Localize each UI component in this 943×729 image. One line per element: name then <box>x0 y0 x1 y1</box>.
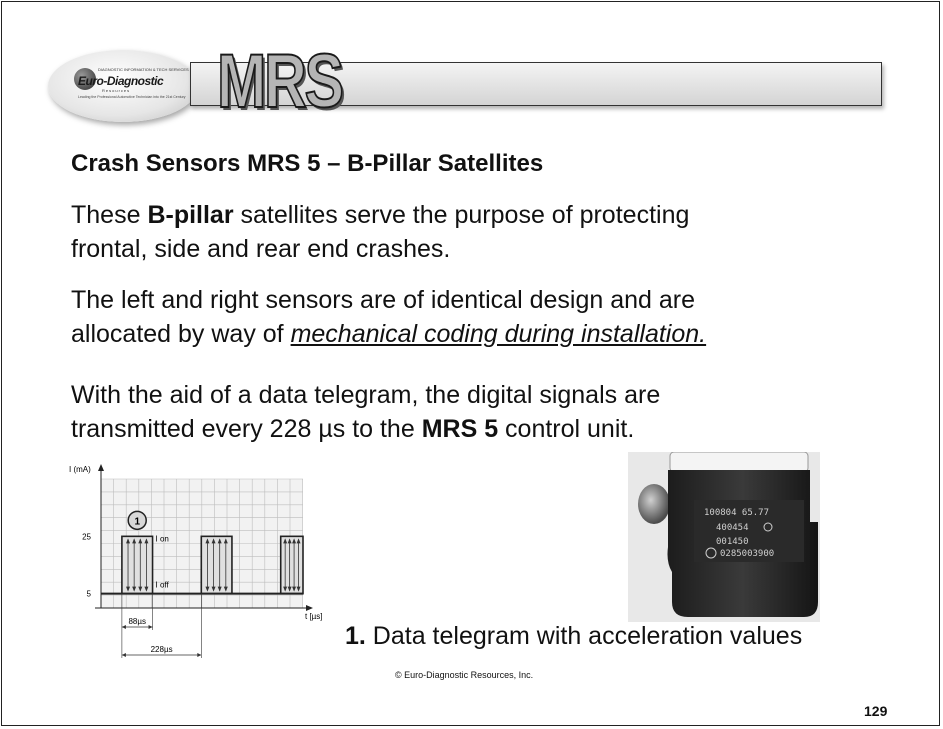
x-axis-label: t [µs] <box>305 612 323 621</box>
caption-number: 1. <box>345 622 366 650</box>
dimension-arrowhead <box>149 625 153 629</box>
dimension-arrowhead <box>122 625 126 629</box>
paragraph-1 <box>71 198 689 266</box>
paragraph-2 <box>71 283 706 351</box>
sensor-cap <box>670 452 808 472</box>
y-axis-arrow <box>98 464 104 471</box>
photo-code-3: 001450 <box>716 537 749 547</box>
figure-caption <box>345 622 802 651</box>
page-number: 129 <box>864 703 888 719</box>
paragraph-3 <box>71 378 660 446</box>
sensor-photo <box>628 452 820 622</box>
logo-brand: Euro-Diagnostic <box>78 74 164 88</box>
copyright-text: © Euro-Diagnostic Resources, Inc. <box>395 670 534 680</box>
dimension-arrowhead <box>197 653 201 657</box>
p3-text-a: transmitted every 228 µs to the <box>71 415 422 443</box>
dimension-arrowhead <box>122 653 126 657</box>
photo-code-1: 100804 65.77 <box>704 508 770 518</box>
company-logo <box>48 50 198 122</box>
p2-text-a: allocated by way of <box>71 320 291 348</box>
photo-code-2: 400454 <box>716 523 749 533</box>
pulse <box>281 536 303 593</box>
logo-top-line: DIAGNOSTIC INFORMATION & TECH SERVICES <box>98 67 189 72</box>
p3-text-b: control unit. <box>498 415 635 443</box>
telegram-chart <box>65 462 335 667</box>
y-tick-label: 25 <box>82 532 91 542</box>
mounting-bolt <box>638 484 670 524</box>
pulse <box>122 536 153 593</box>
header-title: MRS <box>217 39 342 124</box>
p3-bold: MRS 5 <box>421 415 499 443</box>
slide-heading: Crash Sensors MRS 5 – B-Pillar Satellites <box>71 150 544 177</box>
caption-text: Data telegram with acceleration values <box>365 622 803 650</box>
dimension-label-88: 88µs <box>128 617 146 626</box>
logo-tagline: Leading the Professional Automotive Technician into the 21st Century <box>78 95 186 99</box>
off-level-label: I off <box>155 580 169 590</box>
p1-text-a: These <box>71 201 148 229</box>
p1-line2: frontal, side and rear end crashes. <box>71 235 451 263</box>
p2-line1: The left and right sensors are of identical design and are <box>71 286 695 314</box>
p2-underline: mechanical coding during installation. <box>290 320 707 348</box>
x-axis-arrow <box>306 605 313 611</box>
on-level-label: I on <box>155 534 169 544</box>
p1-text-b: satellites serve the purpose of protecting <box>233 201 690 229</box>
y-axis-label: I (mA) <box>69 465 91 474</box>
p1-bold: B-pillar <box>147 201 234 229</box>
photo-code-4: 0285003900 <box>720 549 775 559</box>
pulse <box>201 536 232 593</box>
marker-number: 1 <box>134 516 141 528</box>
dimension-label-228: 228µs <box>150 645 173 654</box>
p3-line1: With the aid of a data telegram, the digital signals are <box>71 381 661 409</box>
y-tick-label: 5 <box>86 589 91 599</box>
logo-sub-line: Resources <box>102 88 131 93</box>
